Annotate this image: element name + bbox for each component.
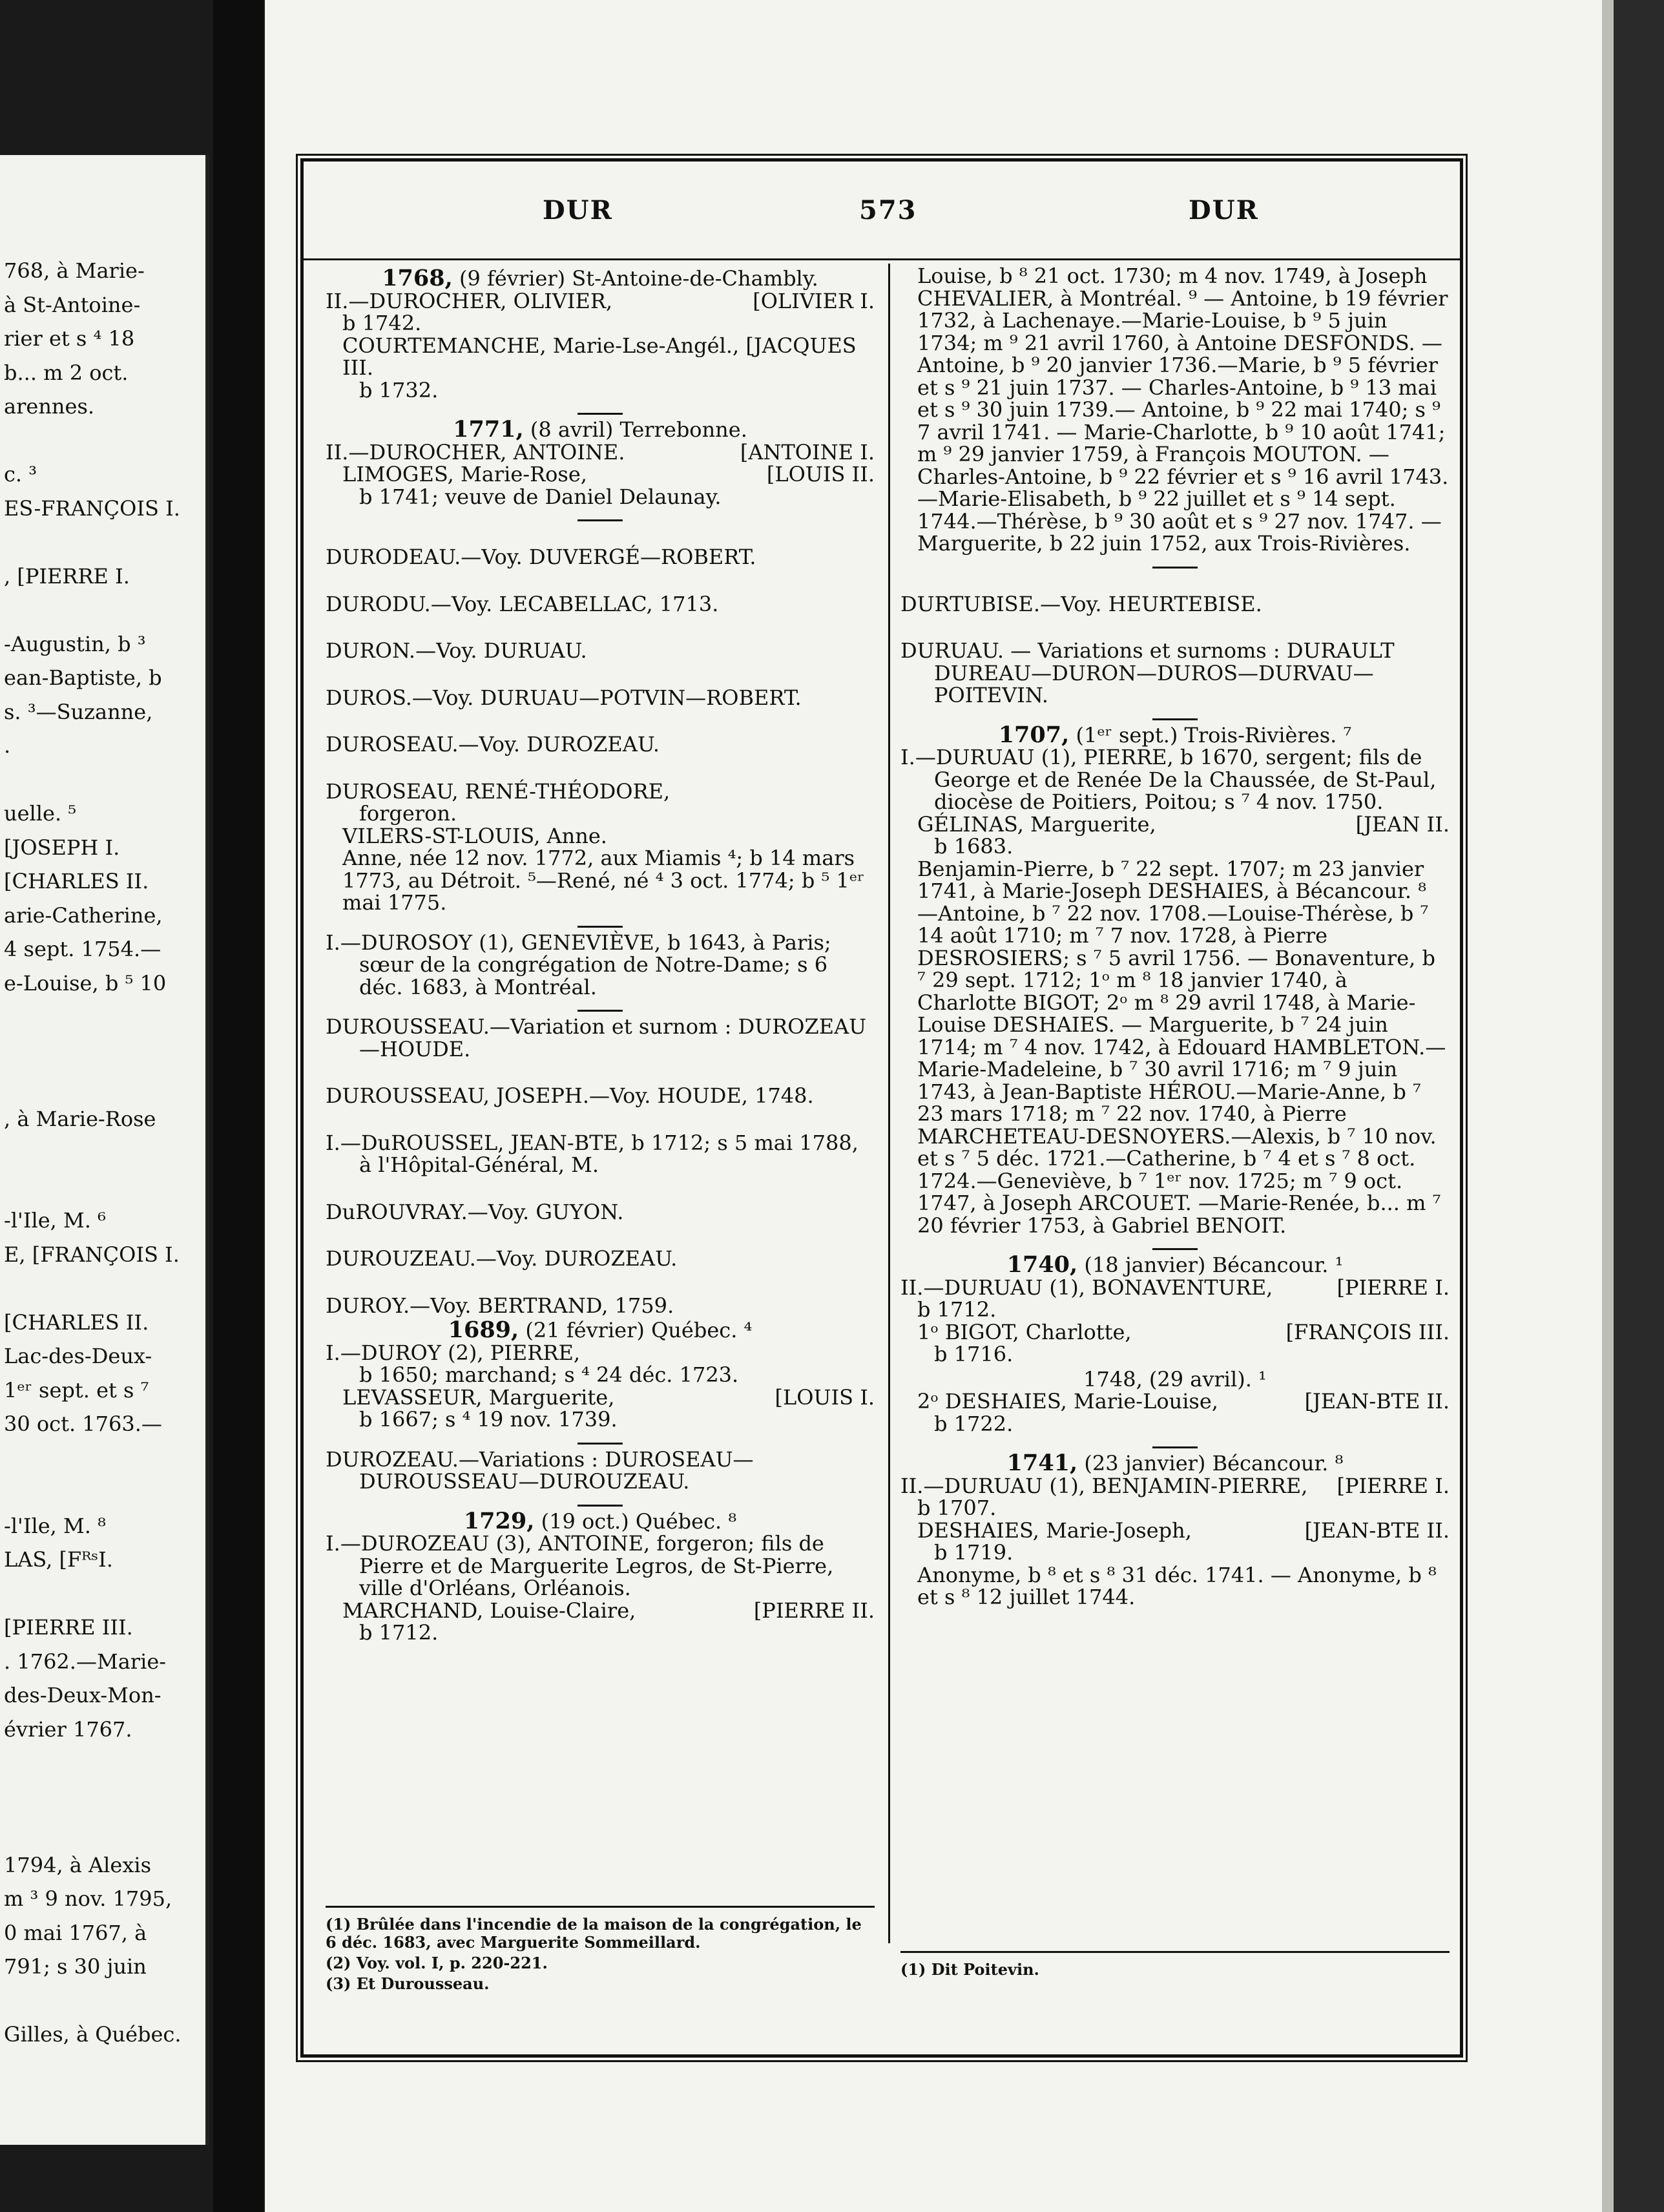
left-page-line: 768, à Marie- xyxy=(4,258,145,283)
left-page-line: arie-Catherine, xyxy=(4,903,163,928)
marriage-heading xyxy=(326,1319,875,1342)
entry-text: b 1722. xyxy=(934,1411,1014,1436)
genealogy-entry xyxy=(900,1277,1450,1299)
entry-text: Benjamin-Pierre, b ⁷ 22 sept. 1707; m 23 janvier 1741, à Marie-Joseph DESHAIES, à Bécancour. ⁸ —Antoine, b ⁷ 22 nov. 1708.—Louise-Thérèse, b ⁷ 14 août 1710; m ⁷ 7 nov. 1728, à Pierre DESROSIERS; s ⁷ 5 avril 1756. — Bonaventure, b ⁷ 29 sept. 1712; 1ᵒ m ⁸ 18 janvier 1740, à Charlotte BIGOT; 2ᵒ m ⁸ 29 avril 1748, à Marie-Louise DESHAIES. — Marguerite, b ⁷ 24 juin 1714; m ⁷ 4 nov. 1742, à Edouard HAMBLETON.—Marie-Madeleine, b ⁷ 30 avril 1716; m ⁷ 9 juin 1743, à Jean-Baptiste HÉROU.—Marie-Anne, b ⁷ 23 mars 1718; m ⁷ 22 nov. 1740, à Pierre MARCHETEAU-DESNOYERS.—Alexis, b ⁷ 10 nov. et s ⁷ 5 déc. 1721.—Catherine, b ⁷ 4 et s ⁷ 8 oct. 1724.—Geneviève, b ⁷ 1ᵉʳ nov. 1725; m ⁷ 9 oct. 1747, à Joseph ARCOUET. —Marie-Renée, b... m ⁷ 20 février 1753, à Gabriel BENOIT. xyxy=(917,856,1446,1238)
marriage-place: (8 avril) Terrebonne. xyxy=(523,417,747,442)
left-page-line: -l'Ile, M. ⁸ xyxy=(4,1513,106,1538)
genealogy-entry xyxy=(900,1390,1450,1413)
genealogy-entry xyxy=(326,1132,875,1176)
genealogy-entry xyxy=(326,1201,875,1224)
genealogy-entry xyxy=(326,486,875,508)
marriage-place: (1ᵉʳ sept.) Trois-Rivières. ⁷ xyxy=(1069,722,1352,747)
genealogy-entry xyxy=(326,1600,875,1622)
parent-reference: [PIERRE I. xyxy=(1336,1473,1450,1498)
genealogy-entry xyxy=(326,932,875,999)
entry-text: DuROUVRAY.—Voy. GUYON. xyxy=(326,1199,624,1224)
genealogy-entry xyxy=(900,1413,1450,1435)
marriage-place: (19 oct.) Québec. ⁸ xyxy=(534,1508,737,1534)
parent-reference: [ANTOINE I. xyxy=(740,439,875,464)
genealogy-entry xyxy=(900,835,1450,858)
marriage-place: (21 février) Québec. ⁴ xyxy=(519,1318,753,1342)
entry-separator xyxy=(1152,1446,1198,1448)
marriage-heading xyxy=(900,1251,1450,1278)
entry-text: II.—DUROCHER, ANTOINE. xyxy=(326,439,625,464)
genealogy-entry xyxy=(900,1321,1450,1344)
left-page-line: e-Louise, b ⁵ 10 xyxy=(4,970,167,996)
entry-text: DUROY.—Voy. BERTRAND, 1759. xyxy=(326,1293,674,1318)
left-page-line: ean-Baptiste, b xyxy=(4,665,162,690)
marriage-heading xyxy=(326,267,875,290)
genealogy-entry xyxy=(326,335,875,379)
genealogy-entry xyxy=(326,847,875,914)
entry-separator xyxy=(577,1443,623,1445)
genealogy-entry xyxy=(326,441,875,464)
left-column xyxy=(326,265,875,1644)
genealogy-entry xyxy=(900,1564,1450,1609)
entry-text: II.—DURUAU (1), BENJAMIN-PIERRE, xyxy=(900,1473,1308,1498)
entry-text: MARCHAND, Louise-Claire, xyxy=(342,1598,636,1623)
entry-separator xyxy=(577,1010,623,1012)
genealogy-entry xyxy=(326,1622,875,1644)
entry-text: LEVASSEUR, Marguerite, xyxy=(342,1384,615,1410)
header-left: DUR xyxy=(543,195,613,225)
entry-text: I.—DURUAU (1), PIERRE, b 1670, sergent; fils de George et de Renée De la Chaussée, de St-Paul, diocèse de Poitiers, Poitou; s ⁷ 4 nov. 1750. xyxy=(900,745,1437,814)
genealogy-entry xyxy=(326,1016,875,1060)
entry-text: I.—DUROSOY (1), GENEVIÈVE, b 1643, à Paris; sœur de la congrégation de Notre-Dame; s 6 déc. 1683, à Montréal. xyxy=(326,930,831,999)
entry-text: DURON.—Voy. DURUAU. xyxy=(326,638,587,663)
genealogy-entry xyxy=(326,1448,875,1493)
left-page-line: 791; s 30 juin xyxy=(4,1954,147,1979)
entry-text: DUROUZEAU.—Voy. DUROZEAU. xyxy=(326,1246,678,1271)
genealogy-entry xyxy=(900,1343,1450,1366)
genealogy-entry xyxy=(900,1475,1450,1497)
left-page-line: -Augustin, b ³ xyxy=(4,631,146,656)
left-page-line: ES-FRANÇOIS I. xyxy=(4,496,180,521)
marriage-heading xyxy=(900,1452,1450,1475)
left-page-line: E, [FRANÇOIS I. xyxy=(4,1242,180,1267)
entry-text: Louise, b ⁸ 21 oct. 1730; m 4 nov. 1749, à Joseph CHEVALIER, à Montréal. ⁹ — Antoine, b 19 février 1732, à Lachenaye.—Marie-Louise, b ⁹ 5 juin 1734; m ⁹ 21 avril 1760, à Antoine DESFONDS. —Antoine, b ⁹ 20 janvier 1736.—Marie, b ⁹ 5 février et s ⁹ 21 juin 1737. — Charles-Antoine, b ⁹ 13 mai et s ⁹ 30 juin 1739.— Antoine, b ⁹ 22 mai 1740; s ⁹ 7 avril 1741. — Marie-Charlotte, b ⁹ 10 août 1741; m ⁹ 29 janvier 1759, à François MOUTON. — Charles-Antoine, b ⁹ 22 février et s ⁹ 16 avril 1743.—Marie-Elisabeth, b ⁹ 22 juillet et s ⁹ 14 sept. 1744.—Thérèse, b ⁹ 30 août et s ⁹ 27 nov. 1747. — Marguerite, b 22 juin 1752, aux Trois-Rivières. xyxy=(917,264,1449,556)
genealogy-entry xyxy=(900,265,1450,555)
left-page-line: [CHARLES II. xyxy=(4,1309,149,1335)
marriage-year: 1707, xyxy=(998,721,1070,748)
entry-text: b 1716. xyxy=(934,1342,1014,1366)
parent-reference: [FRANÇOIS III. xyxy=(1285,1319,1450,1344)
page-frame xyxy=(300,158,1463,2058)
genealogy-entry xyxy=(900,858,1450,1237)
right-footnotes xyxy=(900,1951,1450,1981)
genealogy-entry xyxy=(326,312,875,335)
left-page-line: . xyxy=(4,733,11,758)
entry-text: DURODU.—Voy. LECABELLAC, 1713. xyxy=(326,591,719,616)
entry-text: II.—DURUAU (1), BONAVENTURE, xyxy=(900,1275,1273,1300)
left-page-line: [JOSEPH I. xyxy=(4,835,120,860)
left-page-line: à St-Antoine- xyxy=(4,292,141,317)
left-footnotes xyxy=(326,1906,875,1996)
entry-text: I.—DuROUSSEL, JEAN-BTE, b 1712; s 5 mai 1788, à l'Hôpital-Général, M. xyxy=(326,1130,858,1177)
page-number: 573 xyxy=(859,195,917,225)
genealogy-entry xyxy=(326,1532,875,1600)
entry-text: I.—DUROY (2), PIERRE, xyxy=(326,1340,580,1365)
entry-separator xyxy=(1152,567,1198,569)
entry-text: b 1683. xyxy=(934,834,1014,859)
entry-text: COURTEMANCHE, Marie-Lse-Angél., [JACQUES III. xyxy=(342,333,857,380)
entry-text: DUROS.—Voy. DURUAU—POTVIN—ROBERT. xyxy=(326,685,802,710)
parent-reference: [PIERRE I. xyxy=(1336,1275,1450,1300)
entry-text: Anne, née 12 nov. 1772, aux Miamis ⁴; b 14 mars 1773, au Détroit. ⁵—René, né ⁴ 3 oct. 1774; b ⁵ 1ᵉʳ mai 1775. xyxy=(342,846,865,915)
page-edge xyxy=(1602,0,1664,2212)
genealogy-entry xyxy=(326,825,875,848)
left-page-line: [CHARLES II. xyxy=(4,869,149,893)
right-column xyxy=(900,265,1450,1609)
left-page-line: Lac-des-Deux- xyxy=(4,1344,152,1368)
left-page-line: 1794, à Alexis xyxy=(4,1852,152,1877)
entry-text: GÉLINAS, Marguerite, xyxy=(917,811,1156,837)
left-page-line: 4 sept. 1754.— xyxy=(4,937,161,961)
left-page-line: -l'Ile, M. ⁶ xyxy=(4,1208,106,1233)
entry-text: DURUAU. — Variations et surnoms : DURAULT DUREAU—DURON—DUROS—DURVAU— POITEVIN. xyxy=(900,638,1395,707)
entry-separator xyxy=(577,926,623,928)
marriage-year: 1729, xyxy=(463,1507,535,1534)
entry-separator xyxy=(577,519,623,521)
entry-text: b 1667; s ⁴ 19 nov. 1739. xyxy=(359,1407,618,1432)
marriage-place: (9 février) St-Antoine-de-Chambly. xyxy=(452,266,818,291)
entry-text: DUROSEAU, RENÉ-THÉODORE, xyxy=(326,778,671,804)
genealogy-entry xyxy=(326,1085,875,1107)
left-page-line: LAS, [FᴿˢI. xyxy=(4,1547,113,1572)
genealogy-entry xyxy=(326,1342,875,1364)
marriage-place: (18 janvier) Bécancour. ¹ xyxy=(1077,1253,1344,1277)
genealogy-entry xyxy=(900,1299,1450,1321)
entry-text: Anonyme, b ⁸ et s ⁸ 31 déc. 1741. — Anonyme, b ⁸ et s ⁸ 12 juillet 1744. xyxy=(917,1562,1437,1609)
genealogy-entry xyxy=(326,780,875,803)
genealogy-entry xyxy=(900,813,1450,836)
parent-reference: [LOUIS II. xyxy=(766,462,875,486)
genealogy-entry xyxy=(900,593,1450,616)
entry-text: DUROUSSEAU, JOSEPH.—Voy. HOUDE, 1748. xyxy=(326,1083,814,1108)
entry-text: VILERS-ST-LOUIS, Anne. xyxy=(342,823,607,848)
entry-text: b 1712. xyxy=(359,1620,439,1645)
entry-text: I.—DUROZEAU (3), ANTOINE, forgeron; fils de Pierre et de Marguerite Legros, de St-Pierre, ville d'Orléans, Orléanois. xyxy=(326,1531,834,1600)
footnote: (3) Et Durousseau. xyxy=(326,1974,490,1993)
entry-text: DURODEAU.—Voy. DUVERGÉ—ROBERT. xyxy=(326,545,756,569)
entry-text: II.—DUROCHER, OLIVIER, xyxy=(326,288,613,313)
marriage-subheading: 1748, (29 avril). ¹ xyxy=(1083,1366,1267,1392)
left-page-line: s. ³—Suzanne, xyxy=(4,699,153,724)
footnote: (1) Brûlée dans l'incendie de la maison de la congrégation, le 6 déc. 1683, avec Marguerite Sommeillard. xyxy=(326,1915,862,1952)
entry-text: b 1712. xyxy=(917,1297,997,1322)
entry-separator xyxy=(1152,1248,1198,1250)
left-page-line: rier et s ⁴ 18 xyxy=(4,326,135,351)
entry-text: DUROUSSEAU.—Variation et surnom : DUROZEAU—HOUDE. xyxy=(326,1014,867,1061)
marriage-year: 1768, xyxy=(382,265,453,291)
left-page-line: 30 oct. 1763.— xyxy=(4,1412,162,1436)
parent-reference: [OLIVIER I. xyxy=(753,288,875,313)
genealogy-entry xyxy=(900,640,1450,707)
genealogy-entry xyxy=(326,546,875,569)
entry-text: forgeron. xyxy=(359,801,457,826)
entry-text: LIMOGES, Marie-Rose, xyxy=(342,462,587,486)
genealogy-entry xyxy=(326,733,875,756)
left-page-line: arennes. xyxy=(4,394,95,419)
genealogy-entry xyxy=(900,1541,1450,1564)
marriage-year: 1741, xyxy=(1006,1450,1078,1476)
genealogy-entry xyxy=(900,746,1450,813)
genealogy-entry xyxy=(326,463,875,486)
marriage-heading xyxy=(900,721,1450,748)
genealogy-entry xyxy=(326,1386,875,1409)
entry-text: b 1719. xyxy=(934,1540,1014,1565)
left-page-line: , [PIERRE I. xyxy=(4,563,130,589)
left-page-line: m ³ 9 nov. 1795, xyxy=(4,1886,172,1911)
parent-reference: [LOUIS I. xyxy=(775,1384,875,1410)
running-header xyxy=(304,162,1460,260)
entry-separator xyxy=(577,413,623,415)
entry-text: 2ᵒ DESHAIES, Marie-Louise, xyxy=(917,1389,1218,1414)
entry-separator xyxy=(1152,718,1198,720)
footnote: (1) Dit Poitevin. xyxy=(900,1960,1039,1979)
entry-text: DUROZEAU.—Variations : DUROSEAU—DUROUSSEAU—DUROUZEAU. xyxy=(326,1446,754,1494)
header-right: DUR xyxy=(1189,195,1259,225)
genealogy-entry xyxy=(326,687,875,709)
marriage-year: 1771, xyxy=(453,416,524,443)
parent-reference: [JEAN II. xyxy=(1355,811,1450,837)
entry-text: b 1742. xyxy=(342,311,422,335)
genealogy-entry xyxy=(326,802,875,825)
genealogy-entry xyxy=(326,640,875,662)
entry-text: b 1741; veuve de Daniel Delaunay. xyxy=(359,484,722,509)
left-page-line: des-Deux-Mon- xyxy=(4,1683,161,1707)
left-page-line: [PIERRE III. xyxy=(4,1615,133,1640)
left-page-line: , à Marie-Rose xyxy=(4,1106,156,1131)
genealogy-entry xyxy=(326,1295,875,1317)
entry-text: b 1707. xyxy=(917,1496,997,1520)
left-page-line: évrier 1767. xyxy=(4,1716,132,1742)
entry-text: b 1650; marchand; s ⁴ 24 déc. 1723. xyxy=(359,1362,739,1387)
parent-reference: [JEAN-BTE II. xyxy=(1304,1518,1450,1543)
column-divider xyxy=(888,264,890,1943)
left-page-line: 0 mai 1767, à xyxy=(4,1920,147,1945)
marriage-heading xyxy=(326,1507,875,1534)
left-page-fragment xyxy=(0,155,209,2145)
left-page-line: 1ᵉʳ sept. et s ⁷ xyxy=(4,1377,149,1403)
left-page-line: uelle. ⁵ xyxy=(4,801,77,826)
marriage-year: 1740, xyxy=(1006,1251,1078,1278)
entry-text: 1ᵒ BIGOT, Charlotte, xyxy=(917,1319,1132,1344)
marriage-year: 1689, xyxy=(448,1317,519,1343)
genealogy-entry xyxy=(326,1364,875,1386)
genealogy-entry xyxy=(326,290,875,313)
entry-text: b 1732. xyxy=(359,377,439,402)
parent-reference: [PIERRE II. xyxy=(753,1598,875,1623)
genealogy-entry xyxy=(326,593,875,616)
left-page-line: . 1762.—Marie- xyxy=(4,1649,167,1674)
parent-reference: [JEAN-BTE II. xyxy=(1304,1389,1450,1414)
genealogy-entry xyxy=(900,1519,1450,1542)
left-page-line: Gilles, à Québec. xyxy=(4,2022,182,2047)
left-page-line: c. ³ xyxy=(4,462,37,486)
genealogy-entry xyxy=(326,1247,875,1270)
genealogy-entry xyxy=(326,379,875,402)
document-page xyxy=(265,0,1602,2212)
book-gutter xyxy=(213,0,264,2212)
genealogy-entry xyxy=(900,1497,1450,1519)
entry-text: DUROSEAU.—Voy. DUROZEAU. xyxy=(326,732,660,756)
entry-text: DESHAIES, Marie-Joseph, xyxy=(917,1518,1192,1543)
genealogy-entry xyxy=(326,1408,875,1431)
entry-separator xyxy=(577,1505,623,1507)
marriage-heading xyxy=(326,416,875,443)
footnote: (2) Voy. vol. I, p. 220-221. xyxy=(326,1954,548,1972)
marriage-place: (23 janvier) Bécancour. ⁸ xyxy=(1077,1451,1344,1476)
left-page-line: b... m 2 oct. xyxy=(4,360,129,385)
entry-text: DURTUBISE.—Voy. HEURTEBISE. xyxy=(900,591,1262,616)
